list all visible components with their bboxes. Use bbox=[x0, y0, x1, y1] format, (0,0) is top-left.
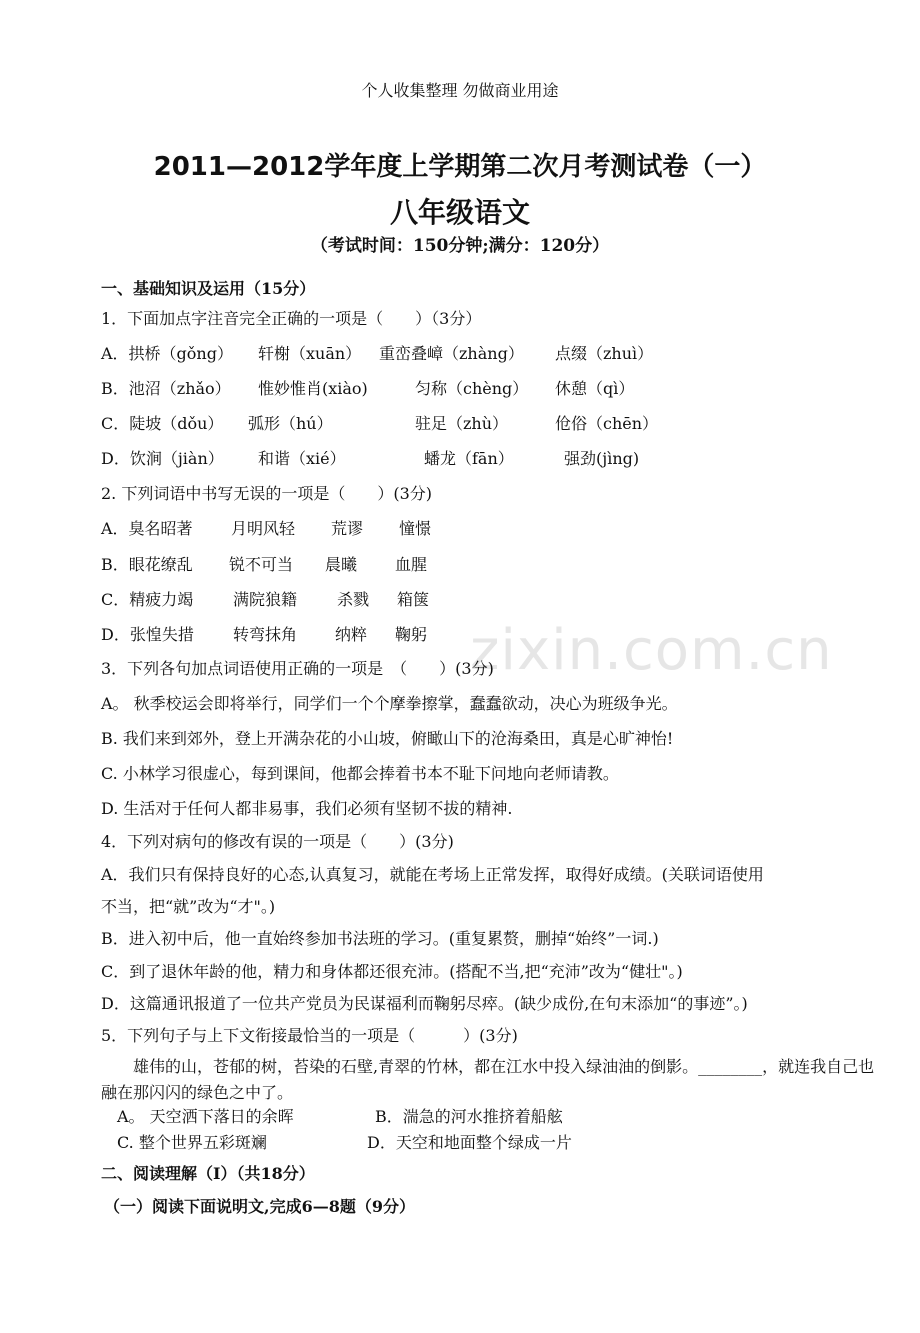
q2-option-b bbox=[101, 555, 427, 575]
q1-d-4: 强劲(jìng) bbox=[564, 449, 640, 468]
q2-b-1: B．眼花缭乱 bbox=[101, 555, 193, 574]
q4-option-a-line2: 不当，把“就”改为“才"。) bbox=[101, 897, 276, 916]
q4-option-c: C．到了退休年龄的他，精力和身体都还很充沛。(搭配不当,把“充沛”改为“健壮"。) bbox=[101, 962, 683, 981]
q1-a-4: 点缀（zhuì） bbox=[555, 344, 654, 363]
q2-c-4: 箱箧 bbox=[397, 590, 430, 609]
q2-b-3: 晨曦 bbox=[325, 555, 358, 574]
q2-option-a bbox=[101, 519, 431, 539]
q5-option-c: C. 整个世界五彩斑斓 bbox=[117, 1133, 267, 1152]
q1-d-3: 蟠龙（fān） bbox=[424, 449, 514, 468]
q1-b-2: 惟妙惟肖(xiào) bbox=[258, 379, 368, 398]
q2-d-4: 鞠躬 bbox=[395, 625, 428, 644]
q2-d-3: 纳粹 bbox=[335, 625, 368, 644]
q5-options-row1 bbox=[117, 1107, 563, 1127]
q2-stem: 2. 下列词语中书写无误的一项是（ ）(3分) bbox=[101, 484, 433, 503]
q1-stem: 1．下面加点字注音完全正确的一项是（ ）（3分） bbox=[101, 309, 482, 328]
q1-a-2: 轩榭（xuān） bbox=[258, 344, 362, 363]
q1-c-2: 弧形（hú） bbox=[248, 414, 333, 433]
q2-b-2: 锐不可当 bbox=[229, 555, 294, 574]
q2-c-2: 满院狼籍 bbox=[233, 590, 298, 609]
q2-a-1: A．臭名昭著 bbox=[101, 519, 193, 538]
q2-a-4: 憧憬 bbox=[399, 519, 432, 538]
watermark: zixin.com.cn bbox=[470, 618, 833, 683]
exam-title: 2011—2012学年度上学期第二次月考测试卷（一） bbox=[153, 152, 767, 182]
q2-d-2: 转弯抹角 bbox=[233, 625, 298, 644]
q1-option-a bbox=[101, 344, 653, 364]
q4-option-b: B．进入初中后，他一直始终参加书法班的学习。(重复累赘，删掉“始终”一词.) bbox=[101, 929, 659, 948]
q5-option-d: D．天空和地面整个绿成一片 bbox=[367, 1133, 572, 1152]
q1-option-c bbox=[101, 414, 658, 434]
q1-c-1: C．陡坡（dǒu） bbox=[101, 414, 224, 433]
q3-option-b: B. 我们来到郊外，登上开满杂花的小山坡，俯瞰山下的沧海桑田，真是心旷神怡! bbox=[101, 729, 674, 748]
q3-option-d: D. 生活对于任何人都非易事，我们必须有坚韧不拔的精神. bbox=[101, 799, 513, 818]
q2-b-4: 血腥 bbox=[395, 555, 428, 574]
q1-option-d bbox=[101, 449, 639, 469]
q2-a-2: 月明风轻 bbox=[231, 519, 296, 538]
q3-stem: 3．下列各句加点词语使用正确的一项是 （ ）(3分) bbox=[101, 659, 494, 678]
q2-option-d bbox=[101, 625, 427, 645]
q5-option-b: B．湍急的河水推挤着船舷 bbox=[375, 1107, 563, 1126]
q1-c-4: 伧俗（chēn） bbox=[555, 414, 659, 433]
q5-option-a: A。 天空洒下落日的余晖 bbox=[117, 1107, 294, 1126]
q3-option-a: A。 秋季校运会即将举行，同学们一个个摩拳擦掌，蠢蠢欲动，决心为班级争光。 bbox=[101, 694, 678, 713]
q1-b-4: 休憩（qì） bbox=[555, 379, 635, 398]
q4-option-d: D．这篇通讯报道了一位共产党员为民谋福利而鞠躬尽瘁。(缺少成份,在句末添加“的事迹”。) bbox=[101, 994, 748, 1013]
q2-option-c bbox=[101, 590, 429, 610]
section2-subheading: （一）阅读下面说明文,完成6—8题（9分） bbox=[104, 1197, 415, 1216]
q1-a-3: 重峦叠嶂（zhàng） bbox=[379, 344, 524, 363]
page-header: 个人收集整理 勿做商业用途 bbox=[361, 81, 559, 100]
q3-option-c: C. 小林学习很虚心，每到课间，他都会捧着书本不耻下问地向老师请教。 bbox=[101, 764, 619, 783]
q2-c-3: 杀戮 bbox=[337, 590, 370, 609]
q5-stem: 5．下列句子与上下文衔接最恰当的一项是（ ）(3分) bbox=[101, 1026, 518, 1045]
q1-a-1: A．拱桥（gǒng） bbox=[101, 344, 233, 363]
section1-heading: 一、基础知识及运用（15分） bbox=[101, 279, 316, 298]
q4-option-a-line1: A．我们只有保持良好的心态,认真复习，就能在考场上正常发挥，取得好成绩。(关联词语使用 bbox=[101, 865, 764, 884]
q1-b-1: B．池沼（zhǎo） bbox=[101, 379, 231, 398]
section2-heading: 二、阅读理解（Ⅰ）（共18分） bbox=[101, 1164, 315, 1183]
q5-options-row2 bbox=[117, 1133, 572, 1153]
q1-option-b bbox=[101, 379, 634, 399]
q1-b-3: 匀称（chèng） bbox=[415, 379, 529, 398]
q1-d-1: D．饮涧（jiàn） bbox=[101, 449, 224, 468]
q2-d-1: D．张惶失措 bbox=[101, 625, 194, 644]
exam-meta: （考试时间：150分钟;满分：120分） bbox=[310, 236, 610, 256]
q2-c-1: C．精疲力竭 bbox=[101, 590, 194, 609]
q4-stem: 4．下列对病句的修改有误的一项是（ ）(3分) bbox=[101, 832, 454, 851]
exam-subtitle: 八年级语文 bbox=[389, 196, 530, 229]
q1-d-2: 和谐（xié） bbox=[258, 449, 346, 468]
q1-c-3: 驻足（zhù） bbox=[415, 414, 509, 433]
q5-passage: 雄伟的山，苍郁的树，苔染的石壁,青翠的竹林，都在江水中投入绿油油的倒影。________，就连我自己也融在那闪闪的绿色之中了。 bbox=[101, 1057, 875, 1102]
q2-a-3: 荒谬 bbox=[331, 519, 364, 538]
